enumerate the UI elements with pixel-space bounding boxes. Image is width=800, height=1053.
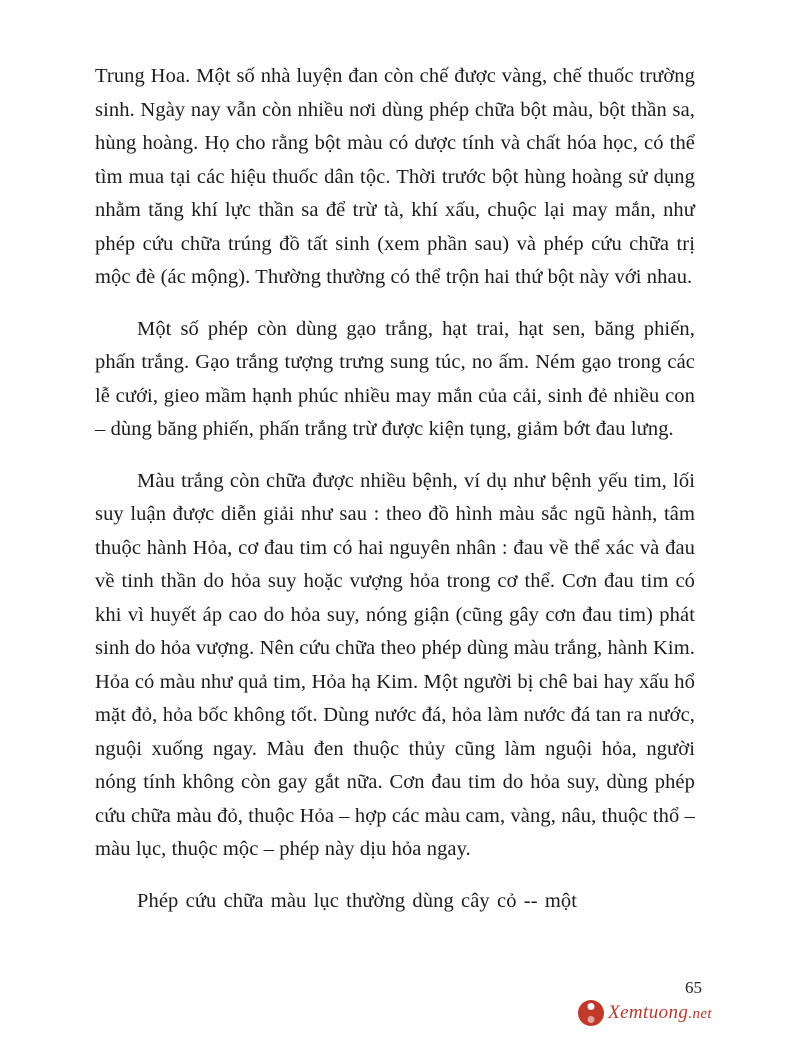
paragraph-3: Màu trắng còn chữa được nhiều bệnh, ví dụ như bệnh yếu tim, lối suy luận được diễn giải như sau : theo đồ hình màu sắc ngũ hành, tâm thuộc hành Hỏa, cơ đau tim có hai nguyên nhân : đau về thể xác và đau về tinh thần do hỏa suy hoặc vượng hỏa trong cơ thể. Cơn đau tim có khi vì huyết áp cao do hỏa suy, nóng giận (cũng gây cơn đau tim) phát sinh do hỏa vượng. Nên cứu chữa theo phép dùng màu trắng, hành Kim. Hỏa có màu như quả tim, Hỏa hạ Kim. Một người bị chê bai hay xấu hổ mặt đỏ, hỏa bốc không tốt. Dùng nước đá, hỏa làm nước đá tan ra nước, nguội xuống ngay. Màu đen thuộc thủy cũng làm nguội hỏa, người nóng tính không còn gay gắt nữa. Cơn đau tim do hỏa suy, dùng phép cứu chữa màu đỏ, thuộc Hỏa – hợp các màu cam, vàng, nâu, thuộc thổ – màu lục, thuộc mộc – phép này dịu hỏa ngay.: [95, 469, 695, 860]
yin-yang-icon: [578, 1000, 604, 1026]
watermark-label: [608, 1002, 712, 1024]
watermark-name: Xemtuong: [608, 1002, 689, 1023]
watermark-suffix: .net: [688, 1006, 712, 1022]
watermark: [578, 1000, 712, 1026]
paragraph-4: Phép cứu chữa màu lục thường dùng cây cỏ -- một: [137, 889, 578, 912]
paragraph-1: Trung Hoa. Một số nhà luyện đan còn chế được vàng, chế thuốc trường sinh. Ngày nay vẫn còn nhiều nơi dùng phép chữa bột màu, bột thần sa, hùng hoàng. Họ cho rằng bột màu có dược tính và chất hóa học, có thể tìm mua tại các hiệu thuốc dân tộc. Thời trước bột hùng hoàng sử dụng nhằm tăng khí lực thần sa để trừ tà, khí xấu, chuộc lại may mắn, như phép cứu chữa trúng đồ tất sinh (xem phần sau) và phép cứu chữa trị mộc đè (ác mộng). Thường thường có thể trộn hai thứ bột này với nhau.: [95, 65, 695, 288]
paragraph-2: Một số phép còn dùng gạo trắng, hạt trai, hạt sen, băng phiến, phấn trắng. Gạo trắng tượng trưng sung túc, no ấm. Ném gạo trong các lễ cưới, gieo mầm hạnh phúc nhiều may mắn của cải, sinh đẻ nhiều con – dùng băng phiến, phấn trắng trừ được kiện tụng, giảm bớt đau lưng.: [95, 317, 695, 440]
page-number: 65: [685, 978, 702, 997]
body-text-column: [95, 60, 695, 918]
